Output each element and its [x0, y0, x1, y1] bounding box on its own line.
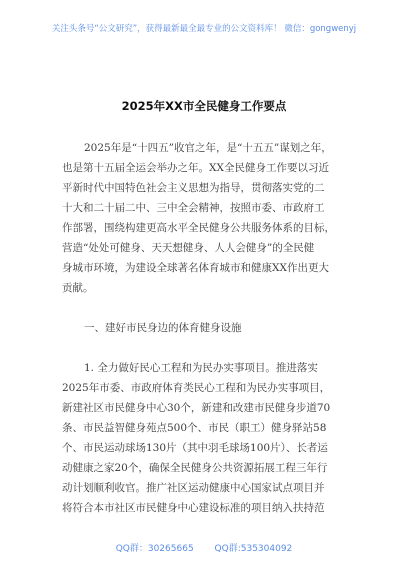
item-line: 动计划顺利收官。推广社区运动健康中心国家试点项目并	[62, 482, 325, 494]
intro-line: 2025年是“十四五”收官之年，是“十五五”谋划之年，	[84, 142, 332, 154]
item-line: 2025年市委、市政府体育类民心工程和为民办实事项目，	[62, 382, 331, 394]
intro-line: 贡献。	[62, 282, 94, 294]
footer-qq-group-1: QQ群：30265665	[115, 544, 194, 554]
footer	[0, 541, 408, 554]
intro-paragraph	[62, 138, 358, 298]
item-line: 条、市民益智健身苑点500个、市民（职工）健身驿站58	[62, 422, 327, 434]
section-heading: 一、建好市民身边的体育健身设施	[84, 322, 242, 334]
item-line: 动健康之家20个，确保全民健身公共资源拓展工程三年行	[62, 462, 328, 474]
section-heading-block	[62, 318, 358, 338]
intro-line: 作部署，围绕构建更高水平全民健身公共服务体系的目标，	[62, 222, 335, 234]
intro-line: 十大和二十届二中、三中全会精神，按照市委、市政府工	[62, 202, 325, 214]
document-title: 2025年XX市全民健身工作要点	[121, 99, 287, 113]
item-paragraph	[62, 358, 358, 518]
item-line: 新建社区市民健身中心30个，新建和改建市民健身步道70	[62, 402, 331, 414]
intro-line: 身城市环境，为建设全球著名体育城市和健康XX作出更大	[62, 262, 329, 274]
intro-line: 也是第十五届全运会举办之年。XX全民健身工作要以习近	[62, 162, 329, 174]
intro-line: 平新时代中国特色社会主义思想为指导，贯彻落实党的二	[62, 182, 325, 194]
intro-line: 营造“处处可健身、天天想健身、人人会健身”的全民健	[62, 242, 315, 254]
item-line: 个、市民运动球场130片（其中羽毛球场100片）、长者运	[62, 442, 328, 454]
item-line: 将符合本市社区市民健身中心建设标准的项目纳入扶持范	[62, 502, 325, 514]
footer-qq-group-2: QQ群:535304092	[214, 544, 293, 554]
header-note: 关注头条号“公文研究”，获得最新最全最专业的公文资料库！ 微信：gongwenyj	[51, 24, 357, 34]
item-line: 1. 全力做好民心工程和为民办实事项目。推进落实	[84, 362, 318, 374]
